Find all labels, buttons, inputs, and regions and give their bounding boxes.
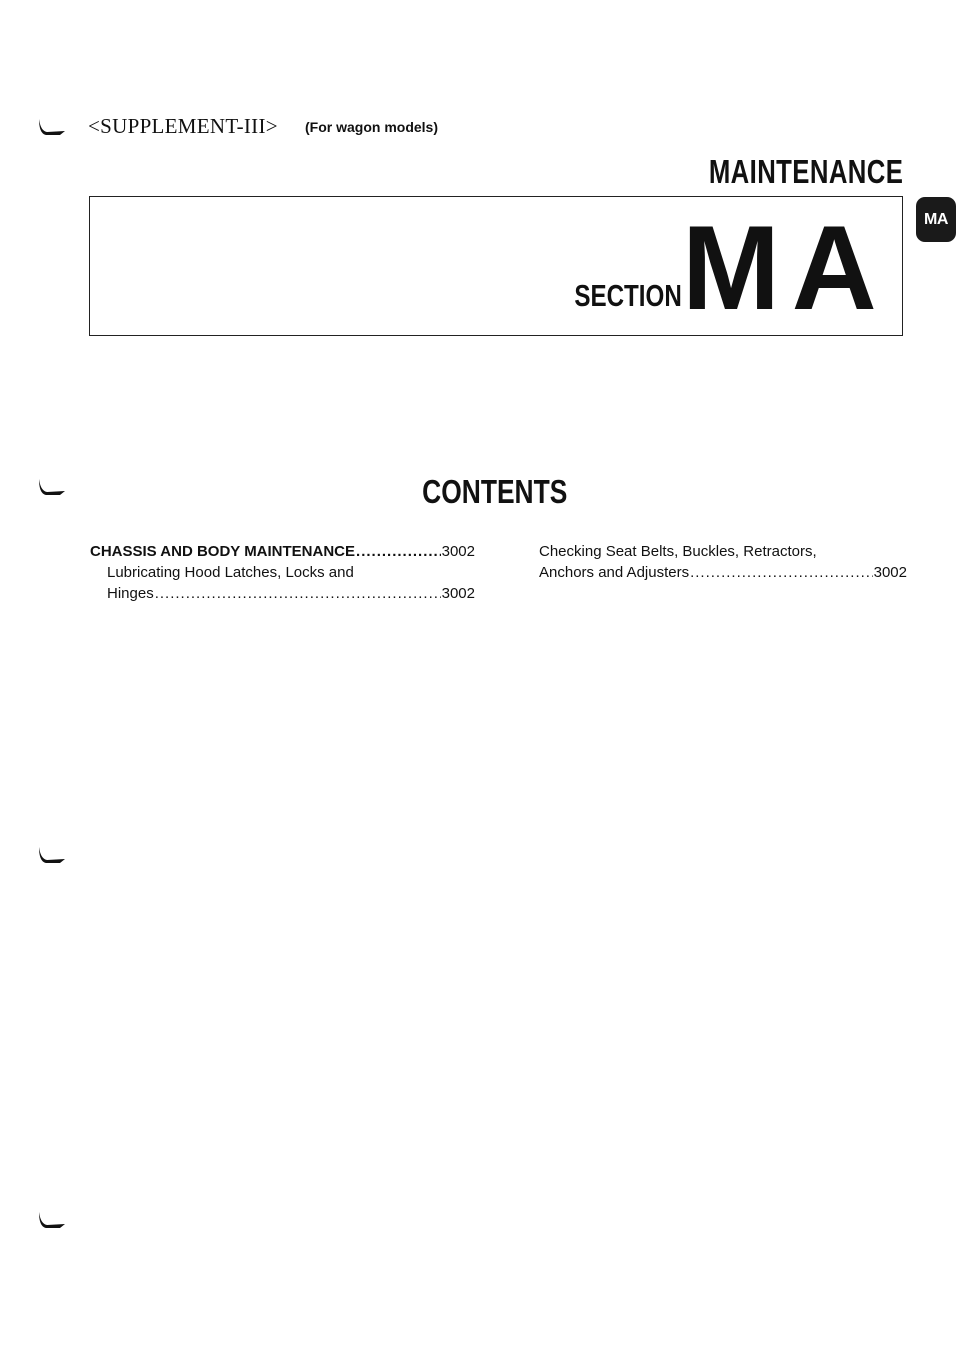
toc-entry-page: 3002 xyxy=(441,543,475,560)
revision-mark-icon xyxy=(38,846,68,864)
contents-heading: CONTENTS xyxy=(422,473,568,510)
section-tab-label: MA xyxy=(924,210,948,228)
dot-leader xyxy=(356,541,441,562)
toc-right-column xyxy=(539,541,907,583)
section-label: SECTION xyxy=(574,278,682,313)
toc-entry-page: 3002 xyxy=(873,564,907,581)
toc-entry[interactable] xyxy=(90,541,475,562)
toc-entry-title-line1: Lubricating Hood Latches, Locks and xyxy=(107,564,354,581)
dot-leader xyxy=(155,583,441,604)
chapter-title: MAINTENANCE xyxy=(708,153,903,190)
toc-left-column xyxy=(90,541,475,604)
toc-entry[interactable] xyxy=(539,541,907,583)
wagon-models-note: (For wagon models) xyxy=(305,119,438,135)
revision-mark-icon xyxy=(38,118,68,136)
toc-entry-title-line1: Checking Seat Belts, Buckles, Retractors, xyxy=(539,543,817,560)
toc-entry-page: 3002 xyxy=(441,585,475,602)
dot-leader xyxy=(690,562,873,583)
toc-entry[interactable] xyxy=(90,562,475,604)
toc-entry-title-line2: Anchors and Adjusters xyxy=(539,564,690,581)
toc-entry-title-line2: Hinges xyxy=(107,585,154,602)
section-tab[interactable] xyxy=(916,197,956,242)
revision-mark-icon xyxy=(38,1211,68,1229)
section-code: MA xyxy=(682,201,889,335)
toc-entry-title: CHASSIS AND BODY MAINTENANCE xyxy=(90,543,356,560)
supplement-label: <SUPPLEMENT-III> xyxy=(88,114,278,138)
